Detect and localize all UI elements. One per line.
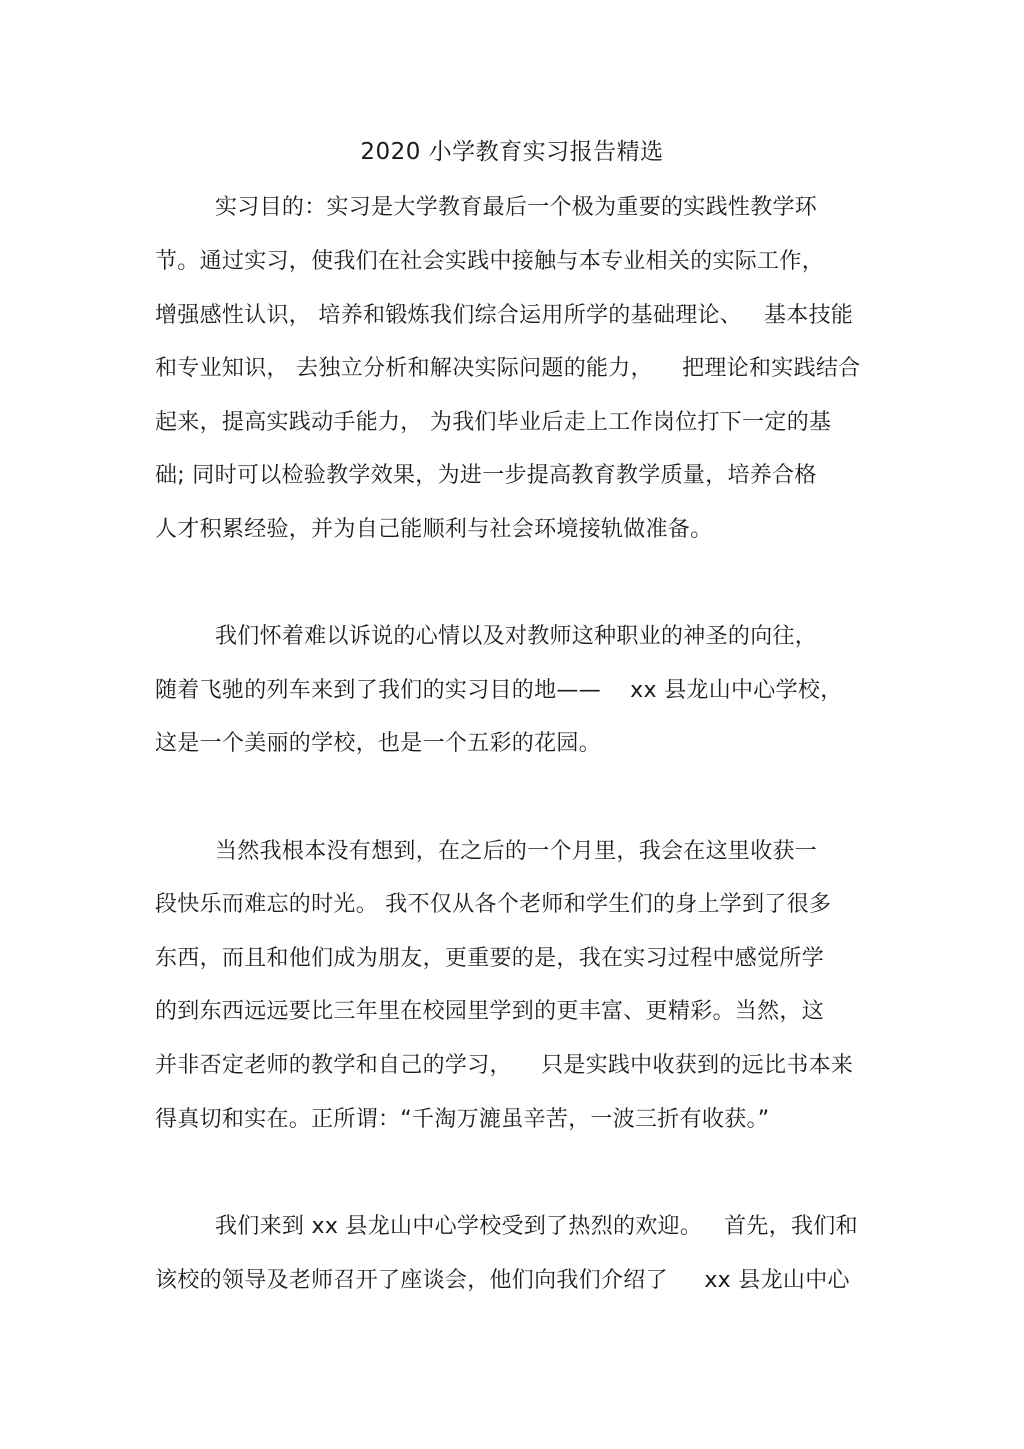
paragraph-2-line-1: 我们怀着难以诉说的心情以及对教师这种职业的神圣的向往，	[215, 624, 818, 649]
paragraph-2-line-2: 随着飞驰的列车来到了我们的实习目的地—— xx 县龙山中心学校，	[155, 678, 843, 703]
paragraph-1-line-1: 实习目的：实习是大学教育最后一个极为重要的实践性教学环	[215, 195, 818, 220]
paragraph-3-line-4: 的到东西远远要比三年里在校园里学到的更丰富、更精彩。当然，这	[155, 999, 825, 1024]
paragraph-3-line-5: 并非否定老师的教学和自己的学习， 只是实践中收获到的远比书本来	[155, 1053, 854, 1078]
paragraph-1-line-6: 础; 同时可以检验教学效果，为进一步提高教育教学质量，培养合格	[155, 463, 817, 488]
paragraph-3-line-6: 得真切和实在。正所谓：“千淘万漉虽辛苦，一波三折有收获。”	[155, 1107, 770, 1132]
paragraph-3-line-2: 段快乐而难忘的时光。 我不仅从各个老师和学生们的身上学到了很多	[155, 892, 832, 917]
paragraph-3-line-3: 东西，而且和他们成为朋友，更重要的是，我在实习过程中感觉所学	[155, 946, 825, 971]
paragraph-1-line-5: 起来，提高实践动手能力， 为我们毕业后走上工作岗位打下一定的基	[155, 410, 832, 435]
paragraph-1-line-2: 节。通过实习，使我们在社会实践中接触与本专业相关的实际工作，	[155, 249, 825, 274]
paragraph-4-line-2: 该校的领导及老师召开了座谈会，他们向我们介绍了 xx 县龙山中心	[155, 1268, 850, 1293]
paragraph-1-line-3: 增强感性认识， 培养和锻炼我们综合运用所学的基础理论、 基本技能	[155, 303, 854, 328]
paragraph-4-line-1: 我们来到 xx 县龙山中心学校受到了热烈的欢迎。 首先，我们和	[215, 1214, 858, 1239]
document-title: 2020 小学教育实习报告精选	[360, 139, 664, 165]
paragraph-2-line-3: 这是一个美丽的学校，也是一个五彩的花园。	[155, 731, 602, 756]
paragraph-1-line-7: 人才积累经验，并为自己能顺利与社会环境接轨做准备。	[155, 517, 713, 542]
paragraph-1-line-4: 和专业知识， 去独立分析和解决实际问题的能力， 把理论和实践结合	[155, 356, 861, 381]
paragraph-3-line-1: 当然我根本没有想到，在之后的一个月里，我会在这里收获一	[215, 839, 818, 864]
